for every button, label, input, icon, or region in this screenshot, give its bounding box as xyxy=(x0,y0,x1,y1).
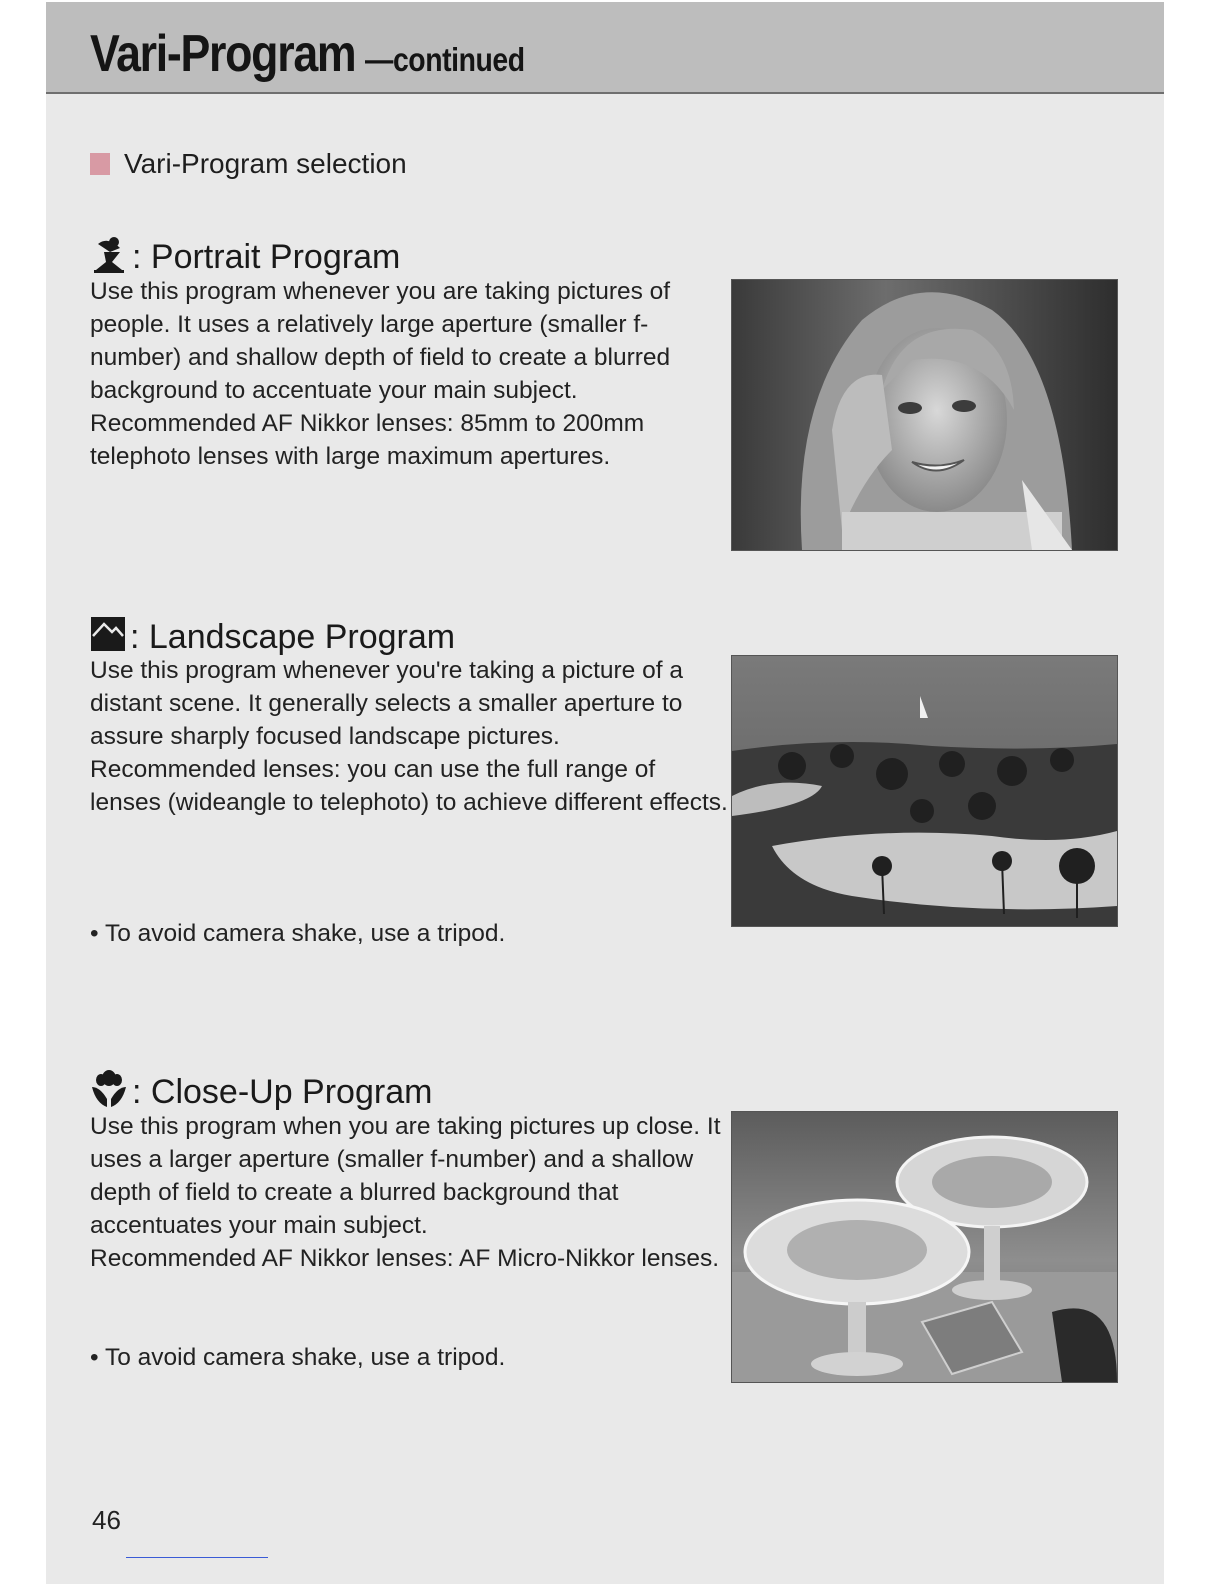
close-up-photo xyxy=(731,1111,1118,1383)
page-number: 46 xyxy=(92,1505,121,1535)
landscape-description: Use this program whenever you're taking a picture of a distant scene. It generally selects a smaller aperture to assure sharply focused landscape pictures. xyxy=(90,657,683,750)
landscape-tripod-tip: • To avoid camera shake, use a tripod. xyxy=(90,920,506,947)
portrait-photo xyxy=(731,279,1118,551)
title-continued: —continued xyxy=(364,41,525,78)
close-up-tripod-tip: • To avoid camera shake, use a tripod. xyxy=(90,1344,506,1371)
portrait-body xyxy=(90,275,730,473)
landscape-photo xyxy=(731,655,1118,927)
section-label xyxy=(90,147,407,181)
manual-page xyxy=(46,2,1164,1584)
landscape-heading-text: : Landscape Program xyxy=(130,618,456,656)
portrait-heading-text: : Portrait Program xyxy=(132,238,401,276)
landscape-lens-recommendation: Recommended lenses: you can use the full range of lenses (wideangle to telephoto) to achieve different effects. xyxy=(90,756,728,816)
close-up-lens-recommendation: Recommended AF Nikkor lenses: AF Micro-Nikkor lenses. xyxy=(90,1245,720,1272)
close-up-description: Use this program when you are taking pictures up close. It uses a larger aperture (smaller f-number) and a shallow depth of field to create a blurred background that accentuates your main subject. xyxy=(90,1113,721,1239)
portrait-description: Use this program whenever you are taking pictures of people. It uses a relatively large aperture (smaller f-number) and shallow depth of field to create a blurred background to accentuate your main subject. xyxy=(90,278,671,404)
close-up-heading-text: : Close-Up Program xyxy=(132,1073,433,1111)
landscape-body xyxy=(90,654,730,819)
close-up-body xyxy=(90,1110,730,1275)
page-header xyxy=(46,2,1164,94)
page-title xyxy=(90,25,550,83)
link-underline xyxy=(126,1557,268,1558)
section-label-text: Vari-Program selection xyxy=(124,148,407,179)
title-main: Vari-Program xyxy=(90,25,356,83)
pink-square-marker xyxy=(90,153,110,175)
portrait-lens-recommendation: Recommended AF Nikkor lenses: 85mm to 200mm telephoto lenses with large maximum apertures. xyxy=(90,410,645,470)
